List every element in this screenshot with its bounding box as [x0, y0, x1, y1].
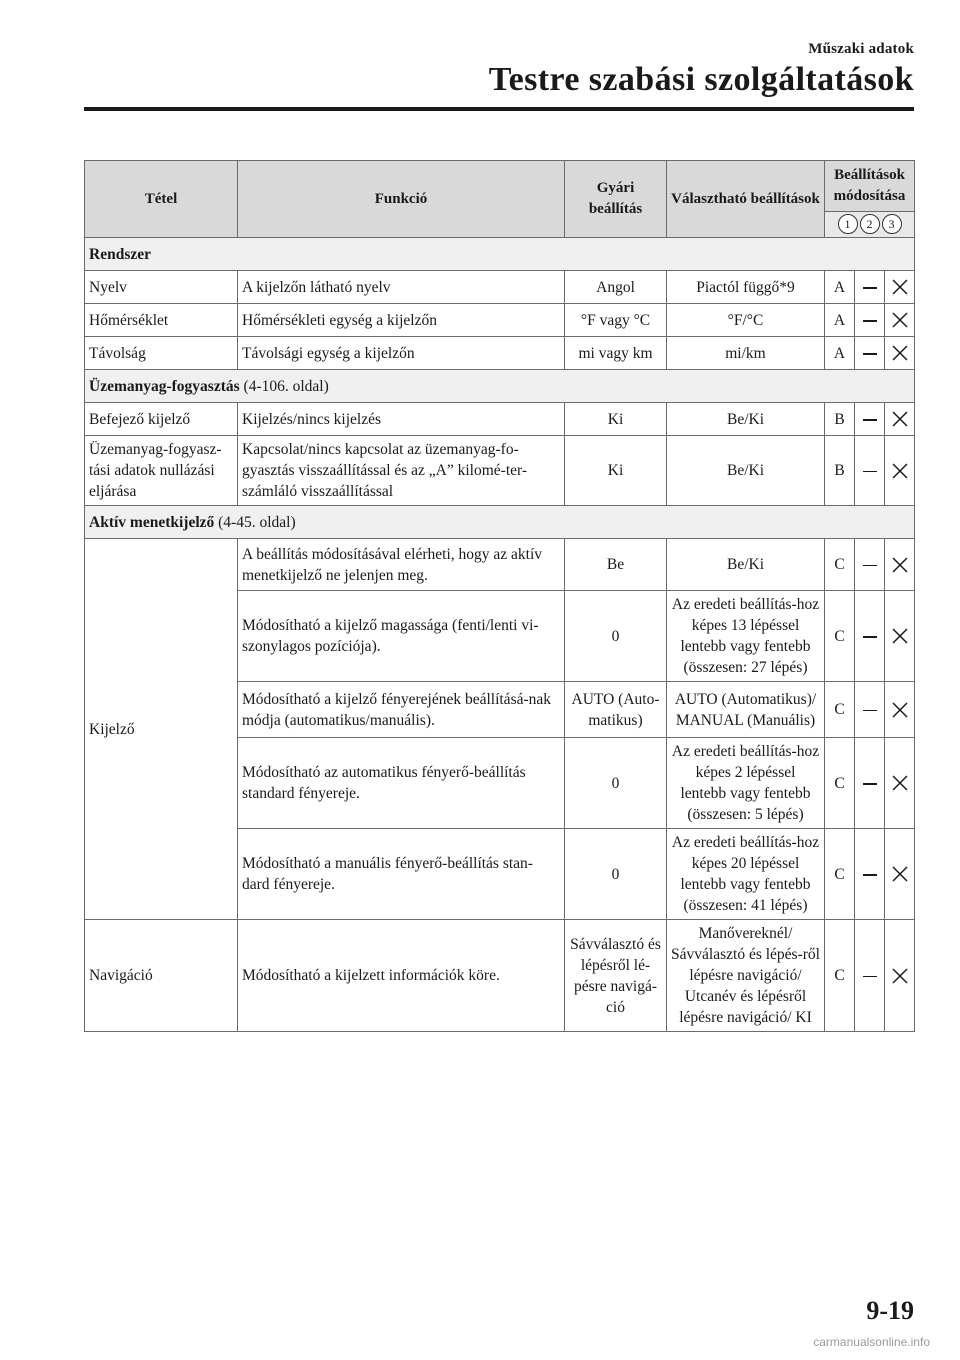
mode-cell: C — [825, 591, 855, 682]
mode-cell: C — [825, 920, 855, 1032]
factory-cell: Sávválasztó és lépésről lé-pésre navigá-ció — [565, 920, 667, 1032]
dash-icon — [863, 565, 877, 567]
factory-cell: 0 — [565, 738, 667, 829]
dash-icon — [863, 636, 877, 638]
section-page-ref: (4-106. oldal) — [239, 377, 329, 395]
options-cell: Manővereknél/ Sávválasztó és lépés-ről lépésre navigáció/ Utcanév és lépésről lépésre navigáció/ KI — [667, 920, 825, 1032]
dash-icon — [863, 353, 877, 355]
dash-cell — [855, 591, 885, 682]
cross-icon — [891, 627, 909, 645]
function-cell: Módosítható az automatikus fényerő-beállítás standard fényereje. — [238, 738, 565, 829]
factory-cell: 0 — [565, 591, 667, 682]
cross-icon — [891, 556, 909, 574]
function-cell: Módosítható a kijelzett információk köre. — [238, 920, 565, 1032]
function-cell: Hőmérsékleti egység a kijelzőn — [238, 304, 565, 337]
mode-cell: B — [825, 403, 855, 436]
item-cell: Befejező kijelző — [85, 403, 238, 436]
number-circle-3: 3 — [882, 214, 902, 234]
section-title — [85, 506, 915, 539]
dash-cell — [855, 738, 885, 829]
function-cell: Módosítható a manuális fényerő-beállítás stan-dard fényereje. — [238, 829, 565, 920]
options-cell: Be/Ki — [667, 403, 825, 436]
function-cell: Módosítható a kijelző fényerejének beállításá-nak módja (automatikus/manuális). — [238, 682, 565, 738]
mode-cell: A — [825, 304, 855, 337]
settings-table — [84, 160, 915, 1032]
dash-icon — [863, 287, 877, 289]
cross-cell — [885, 591, 915, 682]
col-header-function: Funkció — [238, 161, 565, 238]
cross-cell — [885, 539, 915, 591]
function-cell: A kijelzőn látható nyelv — [238, 271, 565, 304]
options-cell: Az eredeti beállítás-hoz képes 13 lépéssel lentebb vagy fentebb (összesen: 27 lépés) — [667, 591, 825, 682]
cross-icon — [891, 967, 909, 985]
cross-cell — [885, 829, 915, 920]
options-cell: °F/°C — [667, 304, 825, 337]
section-row — [85, 370, 915, 403]
footer-watermark: carmanualsonline.info — [813, 1335, 930, 1349]
table-row — [85, 539, 915, 591]
page-header — [46, 40, 914, 100]
item-cell: Hőmérséklet — [85, 304, 238, 337]
table-row — [85, 403, 915, 436]
cross-icon — [891, 774, 909, 792]
options-cell: mi/km — [667, 337, 825, 370]
number-circle-2: 2 — [860, 214, 880, 234]
cross-icon — [891, 701, 909, 719]
dash-icon — [863, 874, 877, 876]
section-row — [85, 238, 915, 271]
section-label: Műszaki adatok — [808, 41, 914, 57]
function-cell: Kijelzés/nincs kijelzés — [238, 403, 565, 436]
dash-cell — [855, 920, 885, 1032]
table-row — [85, 436, 915, 506]
function-cell: A beállítás módosításával elérheti, hogy az aktív menetkijelző ne jelenjen meg. — [238, 539, 565, 591]
cross-cell — [885, 271, 915, 304]
page-title: Testre szabási szolgáltatások — [488, 61, 914, 98]
table-row — [85, 920, 915, 1032]
col-header-options: Választható beállítások — [667, 161, 825, 238]
item-cell: Navigáció — [85, 920, 238, 1032]
section-title — [85, 370, 915, 403]
mode-cell: C — [825, 539, 855, 591]
dash-cell — [855, 304, 885, 337]
cross-cell — [885, 436, 915, 506]
item-cell: Nyelv — [85, 271, 238, 304]
dash-cell — [855, 436, 885, 506]
col-header-factory: Gyári beállítás — [565, 161, 667, 238]
dash-cell — [855, 539, 885, 591]
mode-cell: C — [825, 682, 855, 738]
dash-icon — [863, 419, 877, 421]
section-title: Rendszer — [85, 238, 915, 271]
factory-cell: AUTO (Auto-matikus) — [565, 682, 667, 738]
function-cell: Módosítható a kijelző magassága (fenti/lenti vi-szonylagos pozíciója). — [238, 591, 565, 682]
cross-cell — [885, 337, 915, 370]
dash-cell — [855, 682, 885, 738]
table-row — [85, 337, 915, 370]
options-cell: Piactól függő*9 — [667, 271, 825, 304]
section-title-text: Aktív menetkijelző — [89, 513, 215, 531]
section-page-ref: (4-45. oldal) — [214, 513, 296, 531]
number-circle-1: 1 — [838, 214, 858, 234]
cross-icon — [891, 410, 909, 428]
header-rule — [84, 107, 914, 111]
dash-icon — [863, 710, 877, 712]
cross-cell — [885, 738, 915, 829]
mode-cell: A — [825, 337, 855, 370]
options-cell: Be/Ki — [667, 436, 825, 506]
cross-cell — [885, 403, 915, 436]
mode-cell: C — [825, 829, 855, 920]
factory-cell: mi vagy km — [565, 337, 667, 370]
dash-cell — [855, 271, 885, 304]
dash-icon — [863, 471, 877, 473]
modify-numbers — [825, 212, 915, 238]
section-title-text: Üzemanyag-fogyasztás — [89, 377, 240, 395]
factory-cell: °F vagy °C — [565, 304, 667, 337]
options-cell: Be/Ki — [667, 539, 825, 591]
table-row — [85, 304, 915, 337]
factory-cell: 0 — [565, 829, 667, 920]
dash-cell — [855, 829, 885, 920]
cross-icon — [891, 865, 909, 883]
page-number: 9-19 — [866, 1296, 914, 1325]
dash-icon — [863, 976, 877, 978]
options-cell: AUTO (Automatikus)/ MANUAL (Manuális) — [667, 682, 825, 738]
item-cell: Távolság — [85, 337, 238, 370]
options-cell: Az eredeti beállítás-hoz képes 20 lépéssel lentebb vagy fentebb (összesen: 41 lépés) — [667, 829, 825, 920]
function-cell: Távolsági egység a kijelzőn — [238, 337, 565, 370]
dash-icon — [863, 783, 877, 785]
dash-cell — [855, 337, 885, 370]
cross-icon — [891, 311, 909, 329]
item-cell: Kijelző — [85, 539, 238, 920]
mode-cell: A — [825, 271, 855, 304]
cross-icon — [891, 278, 909, 296]
col-header-item: Tétel — [85, 161, 238, 238]
dash-cell — [855, 403, 885, 436]
factory-cell: Angol — [565, 271, 667, 304]
cross-icon — [891, 344, 909, 362]
factory-cell: Ki — [565, 436, 667, 506]
section-row — [85, 506, 915, 539]
options-cell: Az eredeti beállítás-hoz képes 2 lépéssel lentebb vagy fentebb (összesen: 5 lépés) — [667, 738, 825, 829]
cross-cell — [885, 304, 915, 337]
mode-cell: C — [825, 738, 855, 829]
item-cell: Üzemanyag-fogyasz-tási adatok nullázási eljárása — [85, 436, 238, 506]
cross-cell — [885, 682, 915, 738]
cross-cell — [885, 920, 915, 1032]
function-cell: Kapcsolat/nincs kapcsolat az üzemanyag-fo-gyasztás visszaállítással és az „A” kilomé-ter-számláló visszaállítással — [238, 436, 565, 506]
mode-cell: B — [825, 436, 855, 506]
factory-cell: Be — [565, 539, 667, 591]
table-row — [85, 271, 915, 304]
cross-icon — [891, 462, 909, 480]
dash-icon — [863, 320, 877, 322]
col-header-modify: Beállítások módosítása — [825, 161, 915, 212]
factory-cell: Ki — [565, 403, 667, 436]
